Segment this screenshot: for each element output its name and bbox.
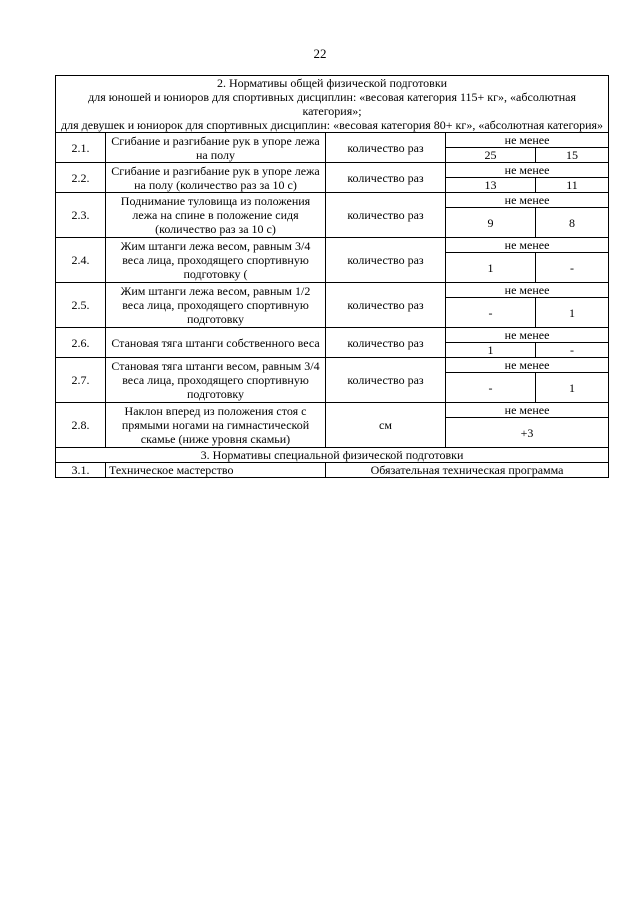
exercise-name: Жим штанги лежа весом, равным 1/2 веса лица, проходящего спортивную подготовку: [106, 283, 326, 328]
value-girls: 15: [536, 148, 609, 163]
value-youth: 13: [446, 178, 536, 193]
row-number: 2.4.: [56, 238, 106, 283]
exercise-name: Становая тяга штанги собственного веса: [106, 328, 326, 358]
table-row: [56, 238, 609, 253]
table-row: [56, 133, 609, 148]
section-3-title: 3. Нормативы специальной физической подготовки: [56, 448, 609, 463]
exercise-name: Наклон вперед из положения стоя с прямыми ногами на гимнастической скамье (ниже уровня скамьи): [106, 403, 326, 448]
row-number: 2.1.: [56, 133, 106, 163]
unit: количество раз: [326, 283, 446, 328]
row-number: 2.3.: [56, 193, 106, 238]
norm-label: не менее: [446, 163, 609, 178]
exercise-name: Жим штанги лежа весом, равным 3/4 веса лица, проходящего спортивную подготовку (: [106, 238, 326, 283]
unit: количество раз: [326, 163, 446, 193]
row-number: 2.8.: [56, 403, 106, 448]
norm-label: не менее: [446, 328, 609, 343]
value-girls: 1: [536, 298, 609, 328]
value-youth: -: [446, 298, 536, 328]
unit: количество раз: [326, 358, 446, 403]
norm-label: не менее: [446, 133, 609, 148]
section-2-subtitle-youth: для юношей и юниоров для спортивных дисциплин: «весовая категория 115+ кг», «абсолютная категория»;: [88, 90, 576, 118]
value-girls: -: [536, 253, 609, 283]
row-number: 2.5.: [56, 283, 106, 328]
unit: см: [326, 403, 446, 448]
table-row: [56, 283, 609, 298]
value-girls: -: [536, 343, 609, 358]
exercise-name: Поднимание туловища из положения лежа на спине в положение сидя (количество раз за 10 с): [106, 193, 326, 238]
table-row: [56, 193, 609, 208]
page-number: 22: [313, 46, 327, 61]
norm-label: не менее: [446, 403, 609, 418]
table-row: [56, 328, 609, 343]
value-girls: 8: [536, 208, 609, 238]
norm-label: не менее: [446, 193, 609, 208]
value-girls: 1: [536, 373, 609, 403]
table-row: [56, 463, 609, 478]
exercise-name: Техническое мастерство: [106, 463, 326, 478]
row-number: 3.1.: [56, 463, 106, 478]
norm-label: не менее: [446, 358, 609, 373]
unit: количество раз: [326, 193, 446, 238]
exercise-name: Сгибание и разгибание рук в упоре лежа на полу (количество раз за 10 с): [106, 163, 326, 193]
section-2-header-cell: [56, 76, 609, 133]
row-number: 2.7.: [56, 358, 106, 403]
row-number: 2.2.: [56, 163, 106, 193]
value-youth: -: [446, 373, 536, 403]
exercise-name: Становая тяга штанги весом, равным 3/4 веса лица, проходящего спортивную подготовку: [106, 358, 326, 403]
table-row: [56, 403, 609, 418]
table-row: [56, 358, 609, 373]
unit: количество раз: [326, 328, 446, 358]
section-2-title: 2. Нормативы общей физической подготовки: [216, 76, 448, 90]
exercise-name: Сгибание и разгибание рук в упоре лежа на полу: [106, 133, 326, 163]
norms-table: [55, 75, 609, 478]
unit: количество раз: [326, 238, 446, 283]
value-youth: 25: [446, 148, 536, 163]
unit: количество раз: [326, 133, 446, 163]
table-row: [56, 163, 609, 178]
value-youth: 1: [446, 343, 536, 358]
section-2-subtitle-girls: для девушек и юниорок для спортивных дисциплин: «весовая категория 80+ кг», «абсолютная категория»: [61, 118, 604, 132]
norm-label: не менее: [446, 283, 609, 298]
norm-label: не менее: [446, 238, 609, 253]
section-3-header: [56, 448, 609, 463]
value-youth: 9: [446, 208, 536, 238]
row-number: 2.6.: [56, 328, 106, 358]
value-girls: 11: [536, 178, 609, 193]
program-value: Обязательная техническая программа: [326, 463, 609, 478]
section-2-header: [56, 76, 609, 133]
value-combined: +3: [446, 418, 609, 448]
value-youth: 1: [446, 253, 536, 283]
